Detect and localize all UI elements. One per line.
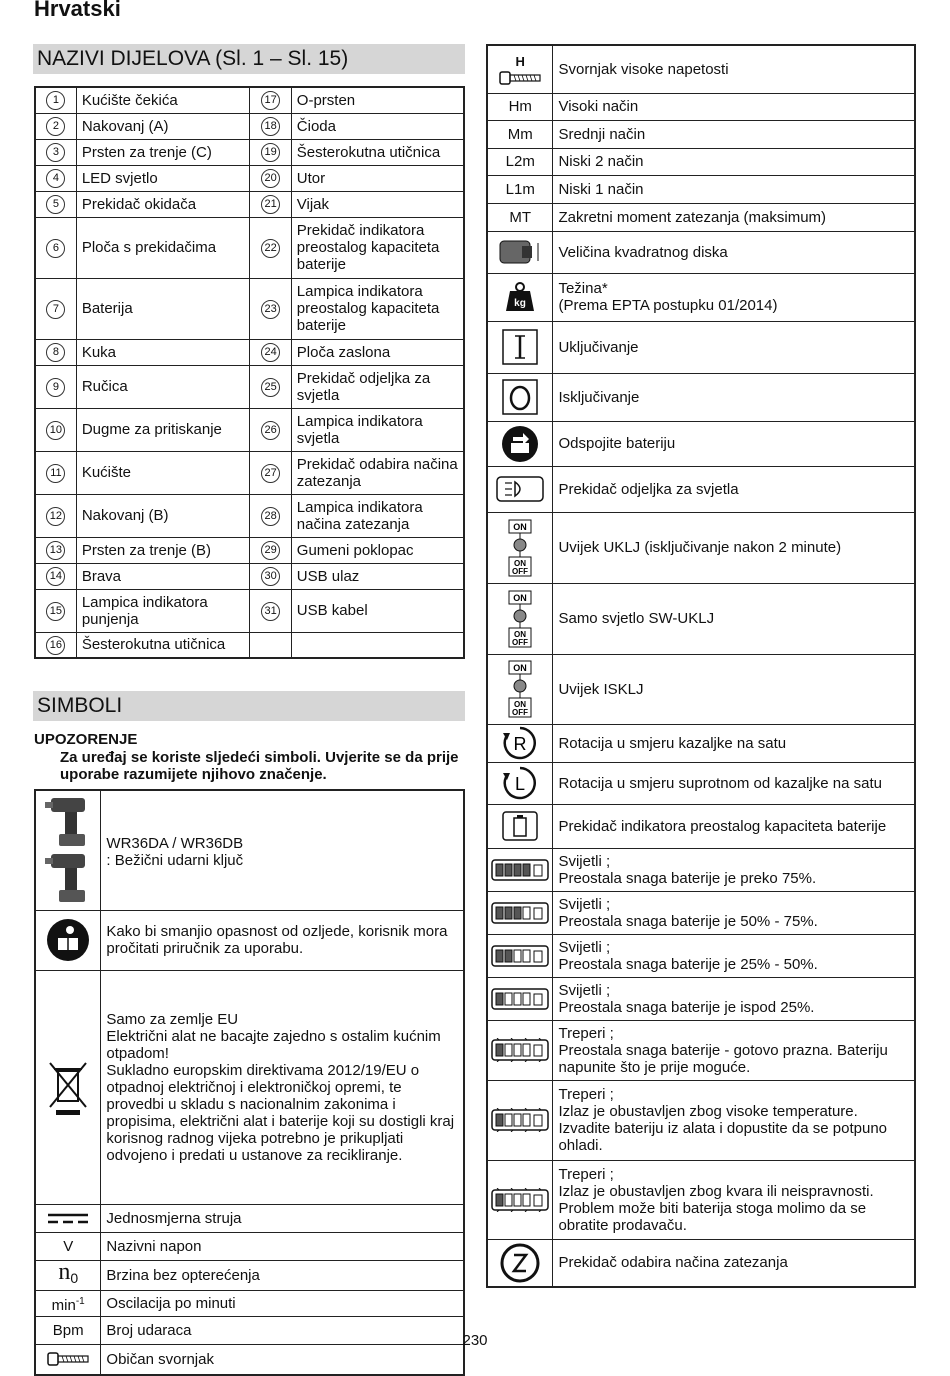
part-number <box>35 87 76 113</box>
battery-blink-icon <box>490 1108 550 1132</box>
symbol-cell <box>487 203 553 231</box>
part-number-circle: 9 <box>46 378 65 397</box>
switch-on-icon <box>490 328 550 366</box>
symbol-label: L2m <box>505 153 535 170</box>
symbol-description: Broj udaraca <box>101 1316 464 1344</box>
symbol-cell <box>487 321 553 373</box>
part-number <box>250 537 291 563</box>
part-name: Lampica indikatora punjenja <box>76 589 250 632</box>
part-name: Baterija <box>76 278 250 339</box>
parts-row <box>35 278 464 339</box>
svg-text:L: L <box>515 774 526 794</box>
part-number-circle: 25 <box>261 378 280 397</box>
part-name: Lampica indikatora preostalog kapaciteta baterije <box>291 278 464 339</box>
part-number <box>250 451 291 494</box>
part-number <box>250 365 291 408</box>
symbol-cell <box>487 724 553 762</box>
part-name: LED svjetlo <box>76 165 250 191</box>
svg-text:ON: ON <box>514 700 527 709</box>
symbol-row <box>487 1239 915 1287</box>
symbol-description: Rotacija u smjeru kazaljke na satu <box>553 724 915 762</box>
symbol-description: Uključivanje <box>553 321 915 373</box>
svg-text:OFF: OFF <box>512 637 529 647</box>
symbol-cell <box>35 970 101 1204</box>
part-number <box>250 87 291 113</box>
part-number <box>35 191 76 217</box>
part-number-circle: 2 <box>46 117 65 136</box>
symbol-cell <box>487 848 553 891</box>
part-name: Lampica indikatora svjetla <box>291 408 464 451</box>
part-number <box>250 339 291 365</box>
part-name: Kućište čekića <box>76 87 250 113</box>
symbols-heading <box>33 691 465 721</box>
symbol-description: Kako bi smanjio opasnost od ozljede, korisnik mora pročitati priručnik za uporabu. <box>101 910 464 970</box>
symbol-description: Veličina kvadratnog diska <box>553 231 915 273</box>
part-number-circle: 7 <box>46 300 65 319</box>
symbol-description: Visoki način <box>553 93 915 120</box>
symbol-row <box>487 175 915 203</box>
part-number <box>250 191 291 217</box>
svg-text:R: R <box>513 734 527 754</box>
part-number <box>35 451 76 494</box>
symbol-row <box>487 321 915 373</box>
parts-row <box>35 217 464 278</box>
symbol-row <box>487 724 915 762</box>
part-name: Nakovanj (A) <box>76 113 250 139</box>
tool-icon <box>38 794 98 906</box>
part-number-circle: 21 <box>261 195 280 214</box>
parts-row <box>35 139 464 165</box>
symbol-cell <box>487 421 553 466</box>
symbol-description: Niski 1 način <box>553 175 915 203</box>
battery-blink-icon <box>490 1188 550 1212</box>
parts-row <box>35 191 464 217</box>
parts-row <box>35 408 464 451</box>
tightening-mode-icon <box>490 1243 550 1283</box>
part-name: Utor <box>291 165 464 191</box>
symbol-description: WR36DA / WR36DB : Bežični udarni ključ <box>101 790 464 910</box>
part-number-circle: 20 <box>261 169 280 188</box>
symbol-row <box>487 654 915 724</box>
weight-icon <box>490 281 550 313</box>
symbol-description: Samo svjetlo SW-UKLJ <box>553 583 915 654</box>
symbol-description: Uvijek UKLJ (isključivanje nakon 2 minute) <box>553 512 915 583</box>
bolt-icon <box>38 1351 98 1367</box>
always-off-icon <box>490 660 550 718</box>
parts-row <box>35 494 464 537</box>
battery-indicator-switch-icon <box>490 810 550 842</box>
right-symbols-table <box>486 44 916 1288</box>
part-number-circle: 3 <box>46 143 65 162</box>
symbol-description: Isključivanje <box>553 373 915 421</box>
symbol-row <box>487 934 915 977</box>
language-label: Hrvatski <box>34 0 121 21</box>
part-number <box>35 589 76 632</box>
symbol-cell <box>35 1290 101 1316</box>
part-name: Lampica indikatora načina zatezanja <box>291 494 464 537</box>
square-drive-icon <box>490 237 550 267</box>
svg-text:ON: ON <box>513 663 527 673</box>
part-number <box>250 165 291 191</box>
left-symbols-table <box>34 789 465 1376</box>
parts-table <box>34 86 465 659</box>
part-name: Kućište <box>76 451 250 494</box>
part-number-circle: 28 <box>261 507 280 526</box>
symbol-description: Treperi ; Izlaz je obustavljen zbog visoke temperature. Izvadite bateriju iz alata i dopustite da se potpuno ohladi. <box>553 1080 915 1160</box>
svg-text:ON: ON <box>513 521 527 532</box>
part-number <box>35 408 76 451</box>
parts-row <box>35 365 464 408</box>
battery-level-icon <box>490 944 550 968</box>
detach-battery-icon <box>490 425 550 463</box>
symbol-row <box>487 1080 915 1160</box>
svg-text:ON: ON <box>514 558 527 568</box>
part-name: O-prsten <box>291 87 464 113</box>
symbol-label: MT <box>509 208 532 226</box>
symbol-row <box>487 45 915 93</box>
symbol-cell <box>487 804 553 848</box>
symbol-row <box>487 583 915 654</box>
part-number-circle: 14 <box>46 567 65 586</box>
warning-body: Za uređaj se koriste sljedeći simboli. Uvjerite se da prije uporabe razumijete njihovo značenje. <box>60 749 459 783</box>
symbol-label: n <box>58 1258 71 1285</box>
part-number-circle: 16 <box>46 636 65 655</box>
symbol-cell <box>487 1160 553 1239</box>
part-number <box>35 537 76 563</box>
high-tension-bolt-icon <box>490 53 550 86</box>
part-name: Prekidač odabira načina zatezanja <box>291 451 464 494</box>
symbol-cell <box>487 45 553 93</box>
part-name: Prsten za trenje (B) <box>76 537 250 563</box>
symbol-description: Svornjak visoke napetosti <box>553 45 915 93</box>
part-number-circle: 5 <box>46 195 65 214</box>
symbol-row <box>487 373 915 421</box>
symbol-cell <box>487 934 553 977</box>
part-number <box>35 339 76 365</box>
symbol-cell <box>35 1232 101 1260</box>
symbol-cell <box>487 120 553 148</box>
symbol-row <box>35 970 464 1204</box>
symbol-row <box>487 977 915 1020</box>
part-number-circle: 24 <box>261 343 280 362</box>
symbol-description: Prekidač odabira načina zatezanja <box>553 1239 915 1287</box>
part-name: Prekidač indikatora preostalog kapaciteta baterije <box>291 217 464 278</box>
symbol-cell <box>487 654 553 724</box>
part-name: Šesterokutna utičnica <box>291 139 464 165</box>
symbol-label: V <box>63 1237 74 1255</box>
symbol-description: Prekidač odjeljka za svjetla <box>553 466 915 512</box>
part-number <box>35 113 76 139</box>
symbol-cell <box>487 93 553 120</box>
part-name <box>291 632 464 658</box>
read-manual-icon <box>38 918 98 962</box>
part-name: Šesterokutna utičnica <box>76 632 250 658</box>
light-switch-icon <box>490 474 550 504</box>
crossed-bin-icon <box>38 1057 98 1117</box>
symbol-cell <box>35 1260 101 1290</box>
part-name: Prekidač okidača <box>76 191 250 217</box>
part-name: Čioda <box>291 113 464 139</box>
symbol-cell <box>487 512 553 583</box>
symbol-description: Zakretni moment zatezanja (maksimum) <box>553 203 915 231</box>
parts-row <box>35 87 464 113</box>
part-name: Kuka <box>76 339 250 365</box>
symbol-row <box>35 910 464 970</box>
battery-level-icon <box>490 987 550 1011</box>
symbol-description: Svijetli ; Preostala snaga baterije je preko 75%. <box>553 848 915 891</box>
parts-row <box>35 589 464 632</box>
symbol-description: Treperi ; Izlaz je obustavljen zbog kvara ili neispravnosti. Problem može biti baterija stoga molimo da se obratite prodavaču. <box>553 1160 915 1239</box>
part-number-circle: 17 <box>261 91 280 110</box>
symbol-row <box>487 93 915 120</box>
parts-row <box>35 113 464 139</box>
part-number-circle: 23 <box>261 300 280 319</box>
part-number <box>250 408 291 451</box>
symbol-description: Uvijek ISKLJ <box>553 654 915 724</box>
part-number-circle: 12 <box>46 507 65 526</box>
symbol-cell <box>35 1204 101 1232</box>
part-name: Gumeni poklopac <box>291 537 464 563</box>
symbol-row <box>487 848 915 891</box>
dc-icon <box>38 1211 98 1225</box>
symbol-cell <box>487 231 553 273</box>
symbol-description: Rotacija u smjeru suprotnom od kazaljke na satu <box>553 762 915 804</box>
part-number-circle: 18 <box>261 117 280 136</box>
symbol-row <box>487 512 915 583</box>
symbol-cell <box>487 1239 553 1287</box>
symbol-cell <box>487 891 553 934</box>
symbol-description: Niski 2 način <box>553 148 915 175</box>
symbol-row <box>35 1232 464 1260</box>
part-name: Ručica <box>76 365 250 408</box>
part-number <box>35 632 76 658</box>
warning-title: UPOZORENJE <box>34 731 138 748</box>
part-number-circle: 11 <box>46 464 65 483</box>
symbol-cell <box>487 1080 553 1160</box>
part-name: Prsten za trenje (C) <box>76 139 250 165</box>
part-number-circle: 8 <box>46 343 65 362</box>
symbol-cell <box>487 977 553 1020</box>
part-number <box>250 563 291 589</box>
part-number-circle: 26 <box>261 421 280 440</box>
symbol-cell <box>487 373 553 421</box>
parts-row <box>35 563 464 589</box>
part-number <box>250 278 291 339</box>
part-name: Ploča s prekidačima <box>76 217 250 278</box>
part-name: USB kabel <box>291 589 464 632</box>
symbol-label: min <box>51 1296 76 1314</box>
symbol-row <box>487 148 915 175</box>
parts-row <box>35 165 464 191</box>
symbols-heading-text: SIMBOLI <box>37 694 123 717</box>
symbol-row <box>487 203 915 231</box>
symbol-label: Hm <box>508 98 532 115</box>
symbol-row <box>487 466 915 512</box>
part-name: Prekidač odjeljka za svjetla <box>291 365 464 408</box>
symbol-row <box>487 804 915 848</box>
symbol-description: Svijetli ; Preostala snaga baterije je 50% - 75%. <box>553 891 915 934</box>
part-number <box>250 632 291 658</box>
rotate-left-icon <box>490 765 550 801</box>
symbol-row <box>35 1290 464 1316</box>
symbol-description: Svijetli ; Preostala snaga baterije je 25% - 50%. <box>553 934 915 977</box>
part-number <box>250 113 291 139</box>
page-number: 230 <box>462 1332 488 1349</box>
parts-row <box>35 632 464 658</box>
symbol-cell <box>487 583 553 654</box>
part-number-circle: 15 <box>46 602 65 621</box>
part-number-circle: 13 <box>46 541 65 560</box>
symbol-row <box>487 1020 915 1080</box>
always-on-icon <box>490 519 550 577</box>
part-number <box>250 217 291 278</box>
symbol-cell <box>487 148 553 175</box>
part-number-circle: 29 <box>261 541 280 560</box>
symbol-description: Nazivni napon <box>101 1232 464 1260</box>
part-name: Nakovanj (B) <box>76 494 250 537</box>
part-number <box>250 494 291 537</box>
parts-row <box>35 339 464 365</box>
part-name: Vijak <box>291 191 464 217</box>
battery-level-icon <box>490 858 550 882</box>
symbol-cell <box>487 273 553 321</box>
symbol-description: Jednosmjerna struja <box>101 1204 464 1232</box>
symbol-row <box>487 891 915 934</box>
part-name: Brava <box>76 563 250 589</box>
part-number-circle: 19 <box>261 143 280 162</box>
symbol-cell <box>487 1020 553 1080</box>
symbol-label: L1m <box>505 180 535 198</box>
part-number <box>35 278 76 339</box>
symbol-label: Mm <box>507 125 533 143</box>
part-number-circle: 4 <box>46 169 65 188</box>
symbol-row <box>487 231 915 273</box>
part-number-circle: 6 <box>46 239 65 258</box>
svg-text:ON: ON <box>514 629 527 639</box>
parts-row <box>35 537 464 563</box>
symbol-description: Srednji način <box>553 120 915 148</box>
battery-blink-icon <box>490 1038 550 1062</box>
symbol-row <box>487 762 915 804</box>
part-number <box>250 589 291 632</box>
symbol-row <box>487 1160 915 1239</box>
symbol-row <box>487 120 915 148</box>
symbol-row <box>35 1204 464 1232</box>
symbol-description: Treperi ; Preostala snaga baterije - gotovo prazna. Bateriju napunite što je prije moguće. <box>553 1020 915 1080</box>
part-number <box>35 139 76 165</box>
symbol-cell <box>35 790 101 910</box>
rotate-right-icon <box>490 725 550 761</box>
symbol-cell <box>487 466 553 512</box>
light-only-icon <box>490 590 550 648</box>
part-number <box>35 365 76 408</box>
symbol-row <box>35 1260 464 1290</box>
part-number <box>35 563 76 589</box>
symbol-label: Bpm <box>52 1321 84 1339</box>
symbol-description: Svijetli ; Preostala snaga baterije je ispod 25%. <box>553 977 915 1020</box>
part-name: Ploča zaslona <box>291 339 464 365</box>
svg-text:ON: ON <box>513 592 527 603</box>
symbol-description: Običan svornjak <box>101 1344 464 1375</box>
symbol-description: Oscilacija po minuti <box>101 1290 464 1316</box>
svg-text:kg: kg <box>514 298 527 309</box>
svg-text:OFF: OFF <box>512 708 529 717</box>
symbol-row <box>35 790 464 910</box>
symbol-row <box>487 421 915 466</box>
symbol-description: Težina* (Prema EPTA postupku 01/2014) <box>553 273 915 321</box>
part-number-circle: 31 <box>261 602 280 621</box>
svg-text:OFF: OFF <box>512 566 529 576</box>
part-name: Dugme za pritiskanje <box>76 408 250 451</box>
symbol-description: Prekidač indikatora preostalog kapaciteta baterije <box>553 804 915 848</box>
symbol-cell <box>487 175 553 203</box>
symbol-superscript: -1 <box>75 1295 85 1307</box>
symbol-row <box>487 273 915 321</box>
symbol-cell <box>35 910 101 970</box>
part-number <box>35 217 76 278</box>
symbol-label: H <box>515 53 525 69</box>
symbol-description: Odspojite bateriju <box>553 421 915 466</box>
part-number <box>250 139 291 165</box>
battery-level-icon <box>490 901 550 925</box>
part-number-circle: 30 <box>261 567 280 586</box>
symbol-subscript: 0 <box>70 1269 79 1286</box>
part-number-circle: 22 <box>261 239 280 258</box>
part-number <box>35 165 76 191</box>
parts-heading <box>33 44 465 74</box>
symbol-description: Brzina bez opterećenja <box>101 1260 464 1290</box>
switch-off-icon <box>490 378 550 416</box>
parts-heading-text: NAZIVI DIJELOVA (Sl. 1 – Sl. 15) <box>37 47 349 70</box>
symbol-description: Samo za zemlje EU Električni alat ne bacajte zajedno s ostalim kućnim otpadom! Sukladno europskim direktivama 2012/19/EU o otpadnoj električnoj i elektroničkoj opremi, te provedbi u skladu s nacionalnim zakonima i propisima, električni alat i baterije koji su dostigli kraj korisnog radnog vijeka potrebno je prikupljati odvojeno i predati u ustanove za recikliranje. <box>101 970 464 1204</box>
part-number-circle: 27 <box>261 464 280 483</box>
part-number <box>35 494 76 537</box>
part-name: USB ulaz <box>291 563 464 589</box>
part-number-circle: 10 <box>46 421 65 440</box>
parts-row <box>35 451 464 494</box>
symbol-cell <box>487 762 553 804</box>
part-number-circle: 1 <box>46 91 65 110</box>
